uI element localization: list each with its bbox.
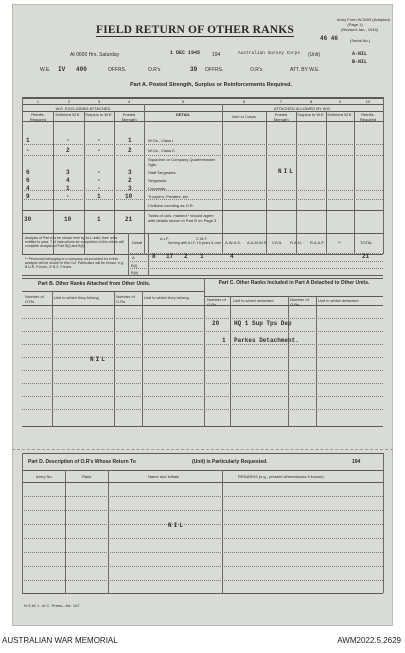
detail-header: DETAIL (175, 112, 191, 117)
analysis-hdr-aif: A.I.F. (160, 236, 170, 241)
part-c-hdr-unit2: Unit to which detached (318, 298, 359, 303)
we-offrs-label: OFFRS. (108, 67, 127, 73)
detail-troopers: Troopers, Privates, etc. (148, 194, 190, 199)
part-b-hdr-num1: Number of O.Rs. (25, 294, 44, 304)
part-d-title-date: 194 (352, 459, 361, 465)
analysis-hdr-cmf: C.M.F. (196, 236, 208, 241)
total-surplus: 1 (97, 216, 101, 223)
analysis-hdr-ran: R.A.N. (290, 240, 302, 245)
att-by-we-label: ATT. BY W.E. (290, 67, 320, 73)
part-c-entry1-num: 20 (212, 320, 220, 327)
col-number: 8 (309, 99, 313, 104)
hdr-surplus: Surplus to W.E. (85, 112, 113, 117)
footer-archive-name: AUSTRALIAN WAR MEMORIAL (2, 636, 118, 645)
posted-note: ** Personnel belonging to a company not provided for in this analysis will be shown in this Col. Particulars will be shown, e.g., B.U.R. Forces, 2/ N.Z. Forces. (25, 257, 125, 269)
row-cpl-surplus: - (97, 185, 101, 192)
part-d-hdr-army-no: Army No. (36, 474, 53, 479)
army-form-label: Army Form W.3009 (Adapted) (336, 17, 390, 22)
part-d-title-suffix: (Unit) is Particularly Requested. (192, 459, 268, 465)
row-wo1-reinfts: 1 (26, 137, 30, 144)
row-tpr-posted: 10 (125, 193, 133, 200)
time-line-prefix: At 0600 Hrs. Saturday (70, 52, 120, 58)
analysis-total: 21 (362, 253, 370, 260)
total-posted: 21 (125, 216, 133, 223)
analysis-note: Analysis of Part A to be shown here by ALL units; their units entitled to para. 7 of instructions for completion of this return will complete analysis of Part B(i) and B(ii). (25, 236, 124, 248)
detail-civilians: Civilians counting as O.R. (148, 203, 194, 208)
row-sgt-reinfts: 6 (26, 177, 30, 184)
att-offrs-label: OFFRS. (205, 67, 224, 73)
row-wo2-posted: 2 (128, 147, 132, 154)
row-wo1-surplus: - (97, 137, 101, 144)
footer-accession-number: AWM2022.5.2629 (337, 636, 401, 645)
hdr-posted: Posted Strength (121, 112, 137, 122)
part-c-hdr-num1: Number of O.Rs. (207, 297, 226, 307)
col-number: 7 (279, 99, 283, 104)
detail-corporals: Corporals. (148, 186, 167, 191)
we-ors-label: O.R's (148, 67, 161, 73)
row-ssgt-posted: 3 (128, 169, 132, 176)
total-deficient: 10 (64, 216, 72, 223)
row-cpl-deficient: 1 (66, 185, 70, 192)
analysis-aif: 8 (152, 253, 156, 260)
we-scale: IV (58, 66, 66, 73)
analysis-hdr-raaf: R.A.A.F. (310, 240, 325, 245)
part-d-hdr-name: Name and Initials (148, 474, 179, 479)
analysis-hdr-aamws: A.A.M.W.S. (247, 240, 268, 245)
row-tpr-deficient: - (66, 193, 70, 200)
hdr-reinfts: Reinfts. Required (29, 112, 47, 122)
part-d-nil: NIL (168, 522, 185, 529)
analysis-hdr-total: TOTAL (360, 240, 373, 245)
row-ssgt-reinfts: 6 (26, 169, 30, 176)
col-number: 3 (97, 99, 101, 104)
year-prefix: 194 (212, 52, 221, 58)
analysis-cmf-2: 2 (184, 253, 188, 260)
group-attached: ATTACHED ALLOWED BY W.E. (273, 106, 332, 111)
hdr-deficient-att: Deficient W.E. (327, 112, 353, 117)
total-reinfts: 30 (24, 216, 32, 223)
analysis-hdr-civil: CIVIL (272, 240, 283, 245)
col-number: 9 (338, 99, 342, 104)
printer-imprint: N.S.W. L. of C. Press—Nc. 107. (24, 603, 81, 608)
row-sgt-posted: 2 (128, 177, 132, 184)
col-number: 6 (242, 99, 246, 104)
part-d-title-prefix: Part D. Description of O.R's Whose Return To (28, 459, 136, 465)
form-title: FIELD RETURN OF OTHER RANKS (96, 24, 294, 36)
we-ors-count: 39 (190, 66, 198, 73)
col-number: 5 (181, 99, 185, 104)
row-sgt-surplus: - (97, 177, 101, 184)
row-wo1-deficient: - (66, 137, 70, 144)
row-tpr-surplus: 1 (97, 193, 101, 200)
analysis-cmf-3: 1 (200, 253, 204, 260)
part-c-entry1-unit: HQ 1 Sup Tps Dep (234, 320, 292, 327)
detail-staff-sgts: Staff Sergeants. (148, 170, 177, 175)
analysis-cmf-1: 17 (166, 253, 174, 260)
analysis-awas: 4 (230, 253, 234, 260)
stamp-a-nil: A-NIL (352, 51, 368, 57)
hdr-posted-att: Posted Strength (273, 112, 289, 122)
col-number: 2 (67, 99, 71, 104)
part-a-title: Part A. Posted Strength, Surplus or Reinforcements Required. (130, 82, 293, 88)
row-sgt-deficient: 4 (66, 177, 70, 184)
return-date: 1 DEC 1945 (170, 50, 201, 56)
detail-sergeants: Sergeants. (148, 178, 168, 183)
col-number: 1 (36, 99, 40, 104)
part-b-title: Part B. Other Ranks Attached from Other Units. (38, 281, 151, 287)
analysis-hdr-other: ** (338, 240, 342, 245)
part-b-hdr-unit1: Unit to which they belong (54, 295, 99, 300)
analysis-hdr-awas: A.W.A.S. (225, 240, 242, 245)
attached-nil: NIL (278, 168, 295, 175)
hdr-surplus-att: Surplus to W.E. (297, 112, 325, 117)
row-ssgt-surplus: - (97, 169, 101, 176)
analysis-subheader: Serving with A.I.F. 19 years & over (168, 241, 222, 245)
unit-label: (Unit) (308, 52, 321, 58)
row-wo2-reinfts: - (26, 147, 30, 154)
part-d-hdr-remarks: REMARKS (e.g., present whereabouts if known). (238, 474, 325, 479)
row-cpl-posted: 3 (128, 185, 132, 192)
analysis-row-a: A (132, 255, 135, 260)
part-b-hdr-unit2: Unit to which they belong (144, 295, 189, 300)
part-b-nil: NIL (90, 356, 107, 363)
serial-number: 46 46 (320, 35, 339, 42)
analysis-hdr-detail: Detail (132, 240, 143, 245)
row-wo2-deficient: 2 (66, 147, 70, 154)
analysis-row-bii: B(ii) (131, 270, 139, 275)
detail-wo2: W.Os., Class II. (148, 148, 176, 153)
page-number: (Page 1) (347, 22, 363, 27)
stamp-b-nil: B-NIL (352, 59, 368, 65)
hdr-reinfts-att: Reinfts. Required (359, 112, 377, 122)
col-number: 10 (365, 99, 371, 104)
part-c-title: Part C. Other Ranks Included in Part A Detached to Other Units. (218, 280, 370, 286)
we-label: W.E. (40, 67, 51, 73)
row-cpl-reinfts: 4 (26, 185, 30, 192)
analysis-row-bi: B(i) (131, 263, 138, 268)
row-wo2-surplus: - (97, 147, 101, 154)
part-d-hdr-rank: Rank (82, 474, 92, 479)
revised-label: (Revised Jan., 1943) (341, 27, 378, 32)
hdr-arm-corps: Arm or Corps (232, 114, 256, 119)
group-we-excluding: W.E. EXCLUDING ATTACHED (55, 106, 111, 111)
part-b-hdr-num2: Number of O.Rs. (116, 294, 135, 304)
we-number: 400 (76, 66, 87, 73)
part-c-entry2-num: 1 (222, 337, 226, 344)
row-ssgt-deficient: 3 (66, 169, 70, 176)
row-tpr-reinfts: 9 (26, 193, 30, 200)
col-number: 4 (127, 99, 131, 104)
att-ors-label: O.R's (250, 67, 263, 73)
unit-name: Australian Survey Corps (238, 51, 301, 56)
part-c-hdr-num2: Number of O.Rs. (290, 297, 309, 307)
hdr-deficient: Deficient W.E. (55, 112, 81, 117)
part-c-entry2-unit: Parkes Detachment. (234, 337, 299, 344)
detail-totals: Totals of cols. marked * should agree with details shown in Part B on Page 3. (148, 213, 218, 223)
detail-wo1: W.Os., Class I. (148, 138, 175, 143)
row-wo1-posted: 1 (128, 137, 132, 144)
part-c-hdr-unit1: Unit to which detached (233, 298, 274, 303)
detail-cqms: Squadron or Company Quartermaster Sgts. (148, 157, 216, 167)
serial-label: (Serial No.) (350, 38, 371, 43)
